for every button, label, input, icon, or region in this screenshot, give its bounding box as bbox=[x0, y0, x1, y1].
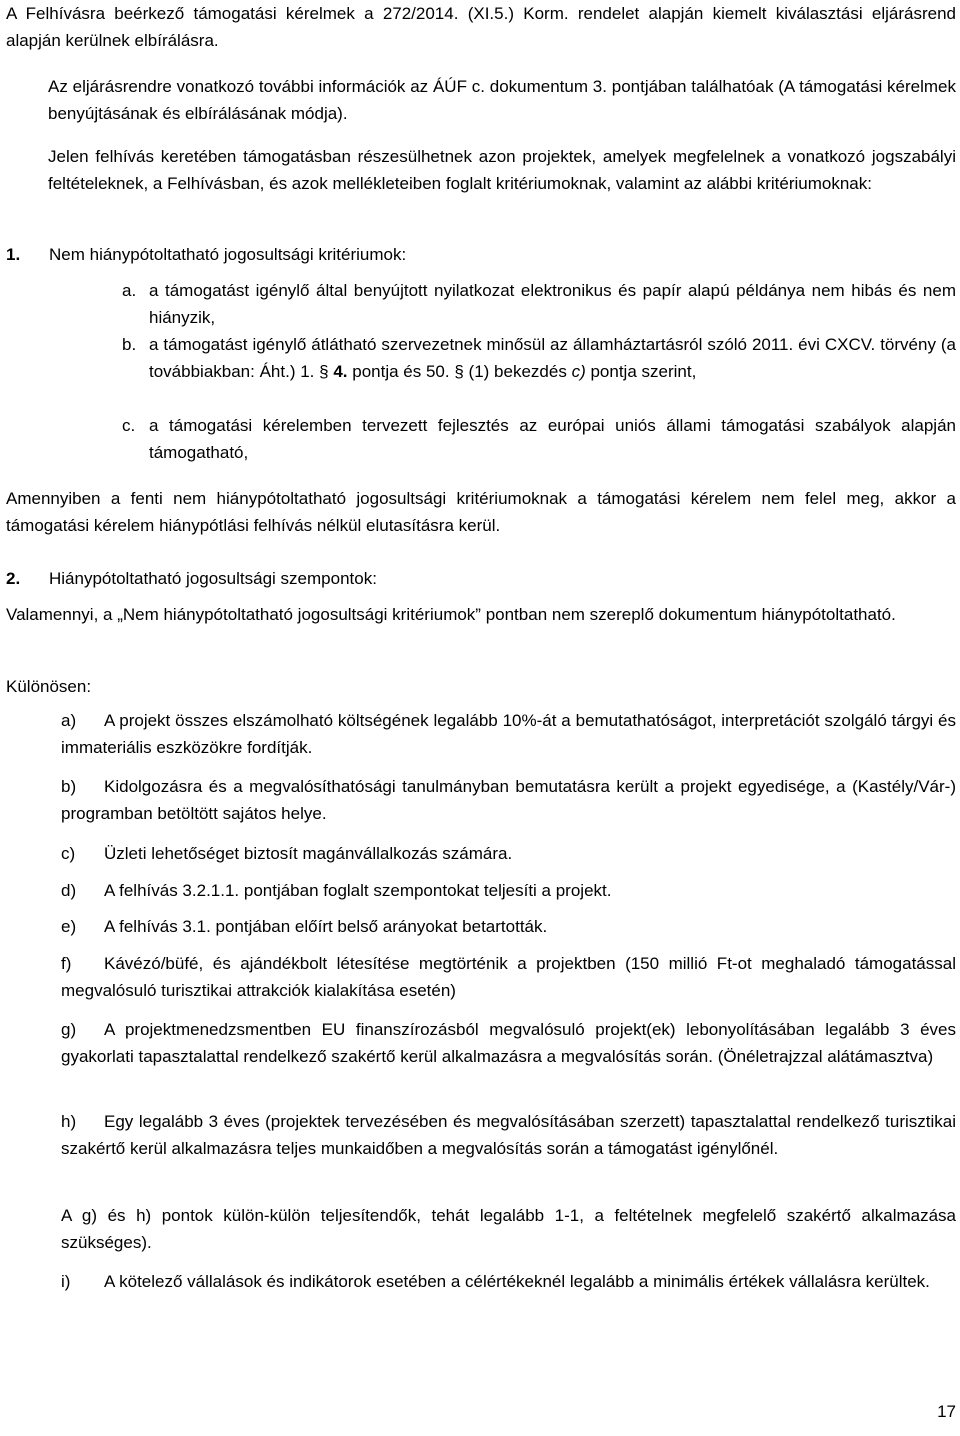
item-a bbox=[61, 707, 956, 761]
criterion-text: a támogatást igénylő által benyújtott nyilatkozat elektronikus és papír alapú példánya nem hibás és nem hiányzik, bbox=[149, 281, 956, 327]
especially-label: Különösen: bbox=[6, 677, 92, 696]
paragraph-symbol: § bbox=[454, 362, 464, 381]
item-note-g-h: A g) és h) pontok külön-külön teljesítendők, tehát legalább 1-1, a feltételnek megfelelő szakértő alkalmazása szükséges). bbox=[61, 1206, 956, 1252]
paragraph-symbol: § bbox=[319, 362, 329, 381]
criterion-b-text-a: a támogatást igénylő átlátható szervezetnek minősül az államháztartásról szóló 2011. évi CXCV. törvény (a továbbiakban: Áht.) 1. bbox=[149, 335, 956, 381]
item-text: A kötelező vállalások és indikátorok esetében a célértékeknél legalább a minimális értékek vállalásra kerültek. bbox=[104, 1272, 930, 1291]
criterion-letter: a. bbox=[122, 281, 137, 300]
item-text: A projekt összes elszámolható költségének legalább 10%-át a bemutathatóságot, interpretációt szolgáló tárgyi és immateriális eszközökre fordítják. bbox=[61, 711, 956, 757]
criterion-b-number: 4. bbox=[333, 362, 348, 381]
item-letter: c) bbox=[61, 844, 76, 863]
section-1-title: Nem hiánypótoltatható jogosultsági kritériumok: bbox=[49, 245, 407, 264]
page-number: 17 bbox=[937, 1402, 956, 1421]
criterion-text bbox=[149, 331, 956, 385]
item-text: Kávézó/büfé, és ajándékbolt létesítése megtörténik a projektben (150 millió Ft-ot meghaladó támogatással megvalósuló turisztikai attrakciók kialakítása esetén) bbox=[61, 954, 956, 1000]
criterion-c bbox=[122, 412, 956, 466]
item-d bbox=[61, 877, 956, 904]
criterion-letter: c. bbox=[122, 416, 136, 435]
item-letter: h) bbox=[61, 1112, 77, 1131]
item-text: A projektmenedzsmentben EU finanszírozásból megvalósuló projekt(ek) lebonyolításában legalább 3 éves gyakorlati tapasztalattal rendelkező szakértő kerül alkalmazásra a megvalósítás során. (Önéletrajzzal alátámasztva) bbox=[61, 1020, 956, 1066]
criterion-b-text-b: pontja és 50. bbox=[352, 362, 450, 381]
item-text: A felhívás 3.2.1.1. pontjában foglalt szempontokat teljesíti a projekt. bbox=[104, 881, 612, 900]
item-letter: a) bbox=[61, 711, 77, 730]
item-e bbox=[61, 913, 956, 940]
item-text: A felhívás 3.1. pontjában előírt belső arányokat betartották. bbox=[104, 917, 548, 936]
criterion-b bbox=[122, 331, 956, 385]
intro-paragraph-1: A Felhívásra beérkező támogatási kérelmek a 272/2014. (XI.5.) Korm. rendelet alapján kiemelt kiválasztási eljárásrend alapján kerülnek elbírálásra. bbox=[6, 4, 956, 50]
item-text: Egy legalább 3 éves (projektek tervezésében és megvalósításában szerzett) tapasztalattal rendelkező turisztikai szakértő kerül alkalmazásra teljes munkaidőben a megvalósítás során a támogatást igénylőnél. bbox=[61, 1112, 956, 1158]
item-i bbox=[61, 1268, 956, 1295]
item-text: Üzleti lehetőséget biztosít magánvállalkozás számára. bbox=[104, 844, 513, 863]
item-text: Kidolgozásra és a megvalósíthatósági tanulmányban bemutatásra került a projekt egyedisége, a (Kastély/Vár-) programban betöltött sajátos helye. bbox=[61, 777, 956, 823]
item-c bbox=[61, 840, 956, 867]
section-2-number: 2. bbox=[6, 569, 21, 588]
criterion-a bbox=[122, 277, 956, 331]
intro-paragraph-2: Az eljárásrendre vonatkozó további információk az ÁÚF c. dokumentum 3. pontjában találhatóak (A támogatási kérelmek benyújtásának és elbírálásának módja). bbox=[48, 77, 956, 123]
item-h bbox=[61, 1108, 956, 1162]
section-2-text: Valamennyi, a „Nem hiánypótoltatható jogosultsági kritériumok” pontban nem szereplő dokumentum hiánypótoltatható. bbox=[6, 605, 896, 624]
item-letter: e) bbox=[61, 917, 77, 936]
item-letter: f) bbox=[61, 954, 72, 973]
item-letter: d) bbox=[61, 881, 77, 900]
section-2-title: Hiánypótoltatható jogosultsági szempontok: bbox=[49, 569, 377, 588]
criterion-b-text-c: (1) bekezdés bbox=[468, 362, 567, 381]
item-letter: b) bbox=[61, 777, 77, 796]
item-b bbox=[61, 773, 956, 827]
criterion-letter: b. bbox=[122, 335, 137, 354]
item-g bbox=[61, 1016, 956, 1070]
intro-paragraph-3: Jelen felhívás keretében támogatásban részesülhetnek azon projektek, amelyek megfelelnek a vonatkozó jogszabályi feltételeknek, a Felhívásban, és azok mellékleteiben foglalt kritériumoknak, valamint az alábbi kritériumoknak: bbox=[48, 147, 956, 193]
criterion-b-emphasis: c) bbox=[571, 362, 586, 381]
item-f bbox=[61, 950, 956, 1004]
item-letter: i) bbox=[61, 1272, 71, 1291]
section-1-conclusion: Amennyiben a fenti nem hiánypótoltatható jogosultsági kritériumoknak a támogatási kérelem nem felel meg, akkor a támogatási kérelem hiánypótlási felhívás nélkül elutasításra kerül. bbox=[6, 489, 956, 535]
section-1-number: 1. bbox=[6, 245, 21, 264]
criterion-text: a támogatási kérelemben tervezett fejlesztés az európai uniós állami támogatási szabályok alapján támogatható, bbox=[149, 416, 956, 462]
criterion-b-text-d: pontja szerint, bbox=[590, 362, 697, 381]
item-letter: g) bbox=[61, 1020, 77, 1039]
